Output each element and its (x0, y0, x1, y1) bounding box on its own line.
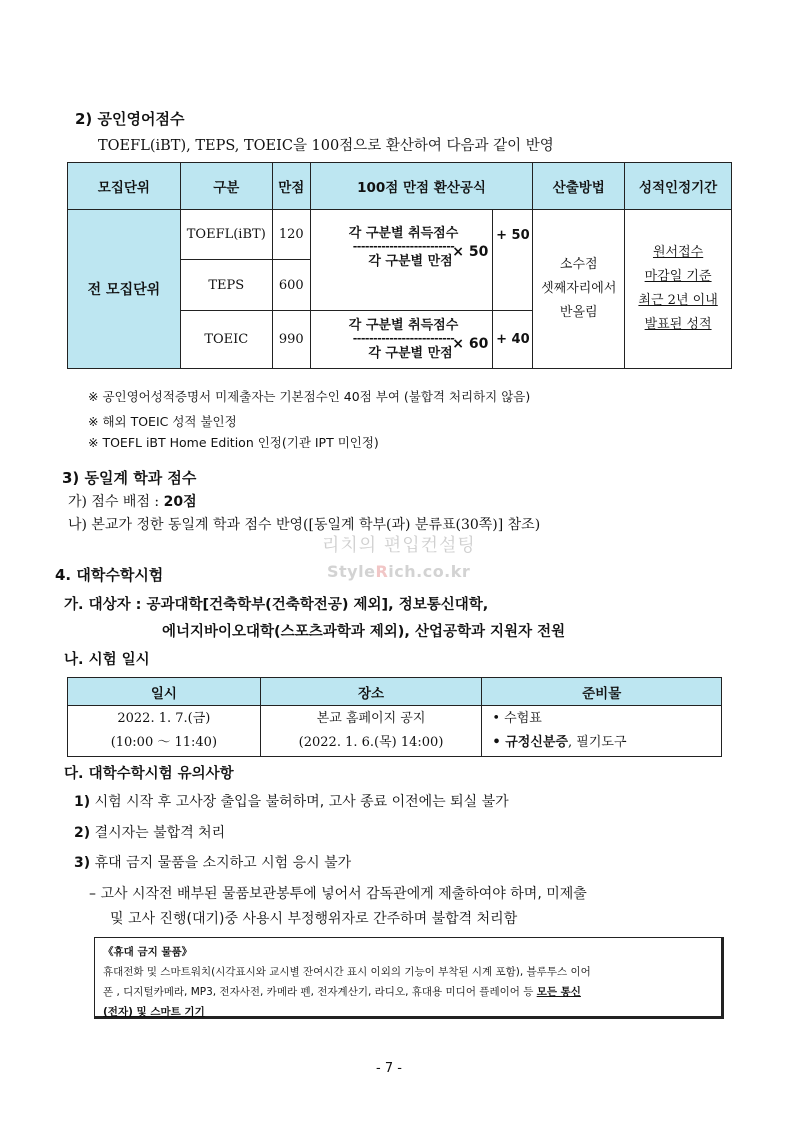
caution-1-number: 1) (74, 794, 91, 810)
caution-3-detail-line-2: 및 고사 진행(대기)중 사용시 부정행위자로 간주하며 불합격 처리함 (110, 911, 518, 927)
row-toefl-max: 120 (272, 210, 310, 260)
formula-cell-1 (310, 210, 493, 311)
exam-prep-cell (482, 706, 722, 757)
period-line-1: 원서접수 (652, 245, 704, 260)
watermark-url-part-3: ich.co.kr (388, 562, 471, 581)
caution-3-text: 휴대 금지 물품을 소지하고 시험 응시 불가 (94, 855, 352, 871)
prohibited-items-line-2 (103, 982, 713, 1002)
row-teps-name: TEPS (180, 260, 272, 311)
period-line-2: 마감일 기준 (644, 269, 712, 284)
exam-header-prep: 준비물 (482, 678, 722, 706)
row-toeic-max: 990 (272, 311, 310, 369)
section-title-math-exam: 4. 대학수학시험 (55, 566, 164, 584)
period-line-3: 최근 2년 이내 (638, 293, 718, 308)
formula-1-dashes: ------------------------- (352, 240, 455, 253)
formula-cell-2 (310, 311, 493, 369)
prep-item-2-rest: , 필기도구 (568, 735, 627, 750)
table-row (68, 210, 732, 260)
schedule-title: 나. 시험 일시 (64, 652, 150, 668)
exam-place-date: (2022. 1. 6.(목) 14:00) (298, 735, 444, 750)
item-score-allocation (68, 491, 197, 511)
header-method: 산출방법 (533, 163, 625, 210)
exam-header-row (68, 678, 722, 706)
prohibited-items-line-2-bold: 모든 통신 (536, 986, 581, 998)
note-3: ※ TOEFL iBT Home Edition 인정(기관 IPT 미인정) (88, 435, 379, 450)
unit-cell: 전 모집단위 (68, 210, 181, 369)
caution-1 (74, 791, 509, 811)
section-description: TOEFL(iBT), TEPS, TOEIC을 100점으로 환산하여 다음과 같이 반영 (98, 138, 554, 154)
item-a-prefix: 가) 점수 배점 : (68, 494, 164, 510)
period-line-4: 발표된 성적 (644, 317, 712, 332)
prep-item-2-bold: • 규정신분증 (492, 735, 569, 750)
formula-2-dashes: ------------------------- (352, 331, 455, 345)
method-line-2: 셋째자리에서 (541, 281, 617, 296)
formula-2-multiplier: × 60 (452, 335, 489, 352)
exam-header-place: 장소 (260, 678, 482, 706)
formula-1-denominator: 각 구분별 만점 (368, 254, 453, 269)
prohibited-items-line-1: 휴대전화 및 스마트워치(시각표시와 교시별 잔여시간 표시 이외의 기능이 부착된 시계 포함), 블루투스 이어 (103, 966, 591, 978)
section-title-english-score: 2) 공인영어점수 (75, 110, 185, 128)
target-line-2: 에너지바이오대학(스포츠과학과 제외), 산업공학과 지원자 전원 (162, 624, 566, 640)
exam-header-date: 일시 (68, 678, 261, 706)
formula-1-numerator: 각 구분별 취득점수 (348, 226, 459, 241)
exam-schedule-table (67, 677, 722, 757)
caution-2-number: 2) (74, 825, 91, 841)
exam-place: 본교 홈페이지 공지 (316, 711, 426, 726)
row-toefl-name: TOEFL(iBT) (180, 210, 272, 260)
formula-1-plus-text: + 50 (496, 227, 530, 243)
period-cell (625, 210, 732, 369)
row-toeic-name: TOEIC (180, 311, 272, 369)
caution-2-text: 결시자는 불합격 처리 (94, 825, 226, 841)
item-a-value: 20점 (163, 494, 197, 510)
prohibited-items-line-3: (전자) 및 스마트 기기 (103, 1006, 205, 1018)
watermark-url (327, 562, 470, 581)
prohibited-items-box (94, 937, 724, 1019)
row-teps-max: 600 (272, 260, 310, 311)
exam-date-cell (68, 706, 261, 757)
item-score-reflection: 나) 본교가 정한 동일계 학과 점수 반영([동일계 학부(과) 분류표(30쪽)] 참조) (68, 517, 541, 533)
method-line-1: 소수점 (559, 257, 598, 272)
english-score-table (67, 162, 732, 369)
caution-2 (74, 822, 225, 842)
page-number: - 7 - (376, 1061, 402, 1076)
watermark-korean: 리치의 편입컨설팅 (322, 535, 476, 556)
caution-1-text: 시험 시작 후 고사장 출입을 불허하며, 고사 종료 이전에는 퇴실 불가 (94, 794, 509, 810)
formula-2-plus: + 40 (493, 311, 533, 369)
exam-date: 2022. 1. 7.(금) (117, 711, 211, 726)
method-cell (533, 210, 625, 369)
exam-row (68, 706, 722, 757)
caution-3 (74, 852, 351, 872)
section-title-related-dept: 3) 동일계 학과 점수 (62, 469, 197, 487)
header-unit: 모집단위 (68, 163, 181, 210)
formula-2-numerator: 각 구분별 취득점수 (348, 317, 459, 333)
cautions-title: 다. 대학수학시험 유의사항 (64, 766, 234, 782)
exam-place-cell (260, 706, 482, 757)
caution-3-number: 3) (74, 855, 91, 871)
header-formula: 100점 만점 환산공식 (310, 163, 533, 210)
formula-2-denominator: 각 구분별 만점 (368, 345, 453, 361)
method-line-3: 반올림 (559, 305, 598, 320)
prohibited-items-line-2-text: 폰 , 디지털카메라, MP3, 전자사전, 카메라 펜, 전자계산기, 라디오, 휴대용 미디어 플레이어 등 (103, 986, 537, 998)
formula-1-plus (493, 210, 533, 311)
table-header-row (68, 163, 732, 210)
prohibited-items-title: 《휴대 금지 물품》 (103, 946, 193, 958)
prep-item-1: • 수험표 (492, 711, 542, 726)
watermark-url-part-1: Style (327, 562, 376, 581)
note-1: ※ 공인영어성적증명서 미제출자는 기본점수인 40점 부여 (불합격 처리하지 않음) (88, 389, 531, 404)
watermark-url-part-2: R (375, 562, 389, 581)
exam-time: (10:00 ～ 11:40) (110, 735, 218, 750)
caution-3-detail-line-1: – 고사 시작전 배부된 물품보관봉투에 넣어서 감독관에게 제출하여야 하며, 미제출 (89, 886, 587, 902)
header-max: 만점 (272, 163, 310, 210)
header-period: 성적인정기간 (625, 163, 732, 210)
target-line-1: 가. 대상자 : 공과대학[건축학부(건축학전공) 제외], 정보통신대학, (64, 597, 489, 613)
header-category: 구분 (180, 163, 272, 210)
note-2: ※ 해외 TOEIC 성적 불인정 (88, 414, 237, 429)
formula-1-multiplier: × 50 (452, 244, 489, 260)
prep-item-2 (492, 731, 721, 755)
